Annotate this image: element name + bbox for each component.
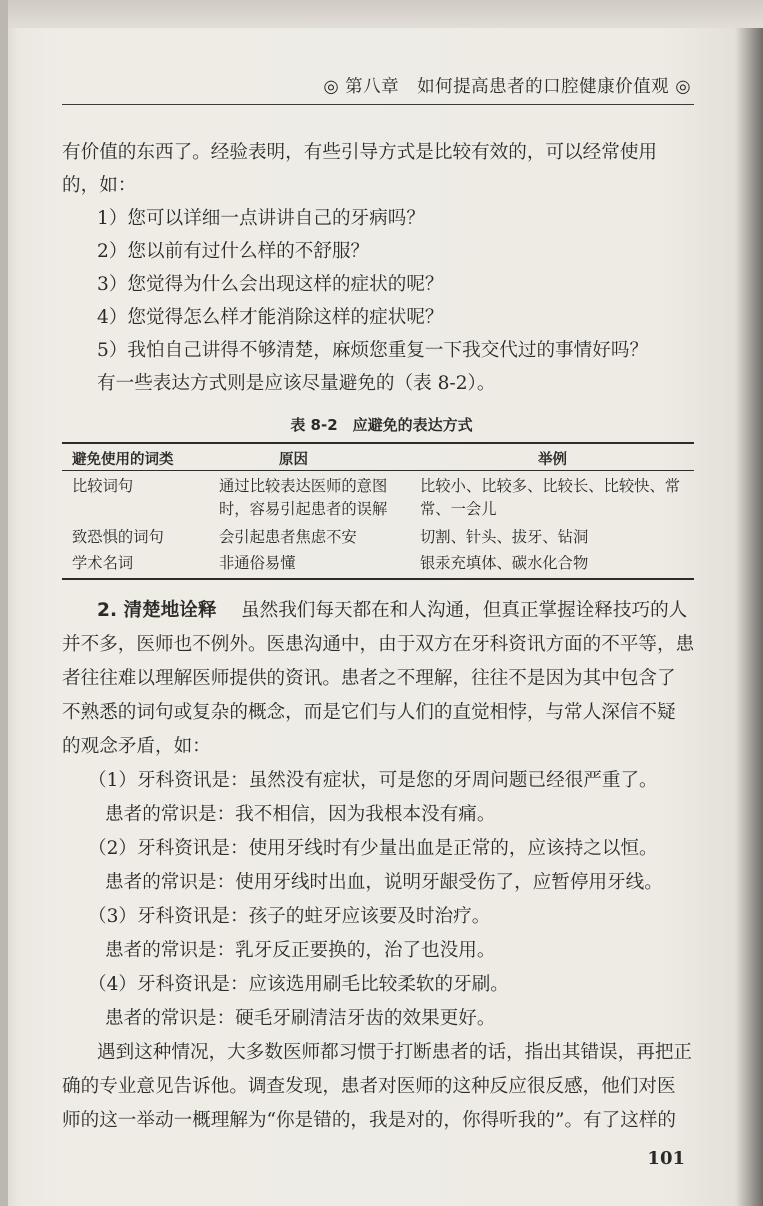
- example-belief: 患者的常识是：我不相信，因为我根本没有痛。: [105, 804, 496, 825]
- table-cell-example: 比较小、比较多、比较长、比较快、常: [420, 477, 681, 495]
- avoid-intro: 有一些表达方式则是应该尽量避免的（表 8-2）。: [97, 373, 496, 394]
- table-caption: 表 8-2 应避免的表达方式: [290, 416, 473, 434]
- body-line: 不熟悉的词句或复杂的概念，而是它们与人们的直觉相悖，与常人深信不疑: [62, 702, 676, 723]
- table-cell-reason: 会引起患者焦虑不安: [219, 528, 357, 546]
- body-line: 者往往难以理解医师提供的资讯。患者之不理解，往往不是因为其中包含了: [62, 668, 676, 689]
- table-cell-reason: 通过比较表达医师的意图: [219, 477, 388, 495]
- intro-line-2: 的，如：: [62, 175, 137, 196]
- section-heading: 2. 清楚地诠释: [97, 600, 217, 621]
- body-line: 并不多，医师也不例外。医患沟通中，由于双方在牙科资讯方面的不平等，患: [62, 634, 695, 655]
- question-5: 5）我怕自己讲得不够清楚，麻烦您重复一下我交代过的事情好吗？: [97, 340, 649, 361]
- table-cell-reason: 时，容易引起患者的误解: [219, 500, 388, 518]
- example-belief: 患者的常识是：硬毛牙刷清洁牙齿的效果更好。: [105, 1008, 496, 1029]
- page-left-edge: [0, 0, 8, 1206]
- table-cell-example: 常、一会儿: [420, 500, 497, 518]
- page-number: 101: [647, 1148, 685, 1169]
- table-cell-type: 比较词句: [72, 477, 134, 495]
- example-info: （3）牙科资讯是：孩子的蛀牙应该要及时治疗。: [88, 906, 491, 927]
- running-head: ◎ 第八章 如何提高患者的口腔健康价值观 ◎: [323, 77, 691, 97]
- closing-line: 确的专业意见告诉他。调查发现，患者对医师的这种反应很反感，他们对医: [62, 1076, 676, 1097]
- example-belief: 患者的常识是：使用牙线时出血，说明牙龈受伤了，应暂停用牙线。: [105, 872, 663, 893]
- question-3: 3）您觉得为什么会出现这样的症状的呢？: [97, 274, 444, 295]
- table-bottom-rule: [62, 578, 694, 580]
- page-top-shadow: [0, 0, 763, 28]
- table-header-rule: [62, 470, 694, 471]
- table-header-example: 举例: [538, 452, 567, 468]
- closing-line: 遇到这种情况，大多数医师都习惯于打断患者的话，指出其错误，再把正: [97, 1042, 693, 1063]
- table-header-reason: 原因: [279, 452, 308, 468]
- body-line: 的观念矛盾，如：: [62, 736, 211, 757]
- question-1: 1）您可以详细一点讲讲自己的牙病吗？: [97, 208, 425, 229]
- table-header-type: 避免使用的词类: [72, 452, 174, 468]
- example-info: （2）牙科资讯是：使用牙线时有少量出血是正常的，应该持之以恒。: [88, 838, 658, 859]
- example-info: （4）牙科资讯是：应该选用刷毛比较柔软的牙刷。: [88, 974, 509, 995]
- running-head-rule: [62, 104, 694, 105]
- closing-line: 师的这一举动一概理解为“你是错的，我是对的，你得听我的”。有了这样的: [62, 1110, 677, 1131]
- question-2: 2）您以前有过什么样的不舒服？: [97, 241, 370, 262]
- table-cell-reason: 非通俗易懂: [219, 554, 296, 572]
- table-top-rule: [62, 442, 694, 444]
- table-cell-example: 切割、针头、拔牙、钻洞: [420, 528, 589, 546]
- body-line: 虽然我们每天都在和人沟通，但真正掌握诠释技巧的人: [241, 600, 688, 621]
- table-cell-type: 致恐惧的词句: [72, 528, 164, 546]
- example-info: （1）牙科资讯是：虽然没有症状，可是您的牙周问题已经很严重了。: [88, 770, 658, 791]
- table-cell-example: 银汞充填体、碳水化合物: [420, 554, 589, 572]
- example-belief: 患者的常识是：乳牙反正要换的，治了也没用。: [105, 940, 496, 961]
- question-4: 4）您觉得怎么样才能消除这样的症状呢？: [97, 307, 444, 328]
- table-cell-type: 学术名词: [72, 554, 134, 572]
- intro-line-1: 有价值的东西了。经验表明，有些引导方式是比较有效的，可以经常使用: [62, 142, 658, 163]
